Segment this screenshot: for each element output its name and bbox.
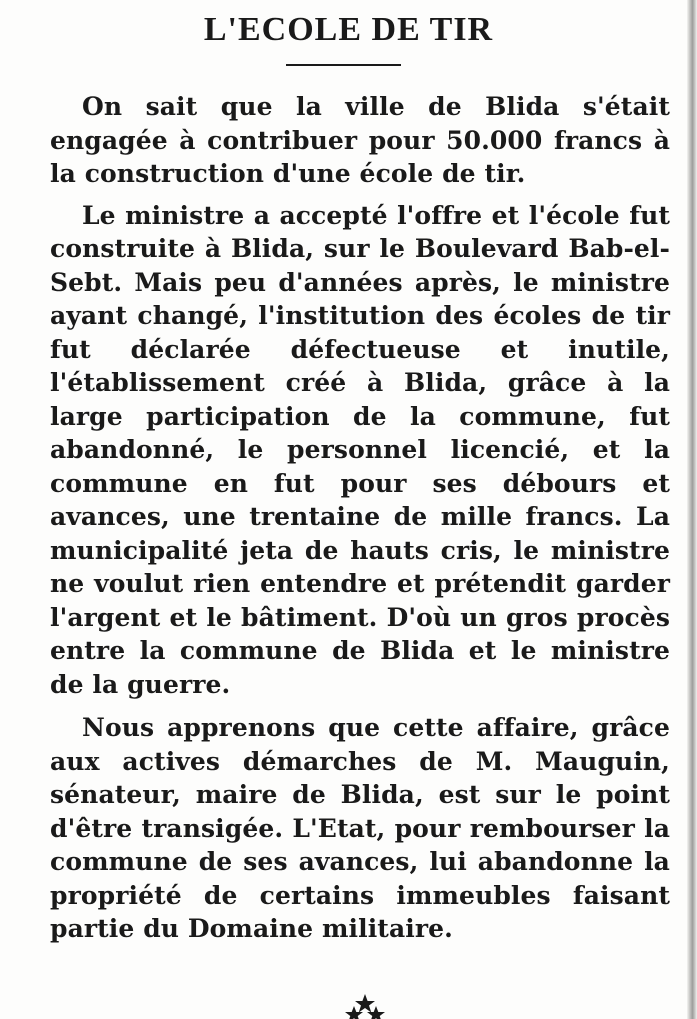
- title-underline-rule: [286, 64, 401, 66]
- article-title: L'ECOLE DE TIR: [203, 11, 494, 48]
- page-edge-shadow: [687, 0, 697, 1019]
- section-divider-stars-icon: [330, 992, 390, 1019]
- article-paragraph-3: Nous apprenons que cette affaire, grâce aux actives démarches de M. Mauguin, sénateur, maire de Blida, est sur le point d'être transigée. L'Etat, pour rembourser la commune de ses avances, lui abandonne la propriété de certains immeubles faisant partie du Domaine militaire.: [50, 713, 670, 943]
- article-paragraph-1: On sait que la ville de Blida s'était engagée à contribuer pour 50.000 francs à la construction d'une école de tir.: [50, 92, 670, 188]
- article-paragraph-2: Le ministre a accepté l'offre et l'école fut construite à Blida, sur le Boulevard Bab-el-Sebt. Mais peu d'années après, le ministre ayant changé, l'institution des écoles de tir fut déclarée défectueuse et inutile, l'établissement créé à Blida, grâce à la large participation de la commune, fut abandonné, le personnel licencié, et la commune en fut pour ses débours et avances, une trentaine de mille francs. La municipalité jeta de hauts cris, le ministre ne voulut rien entendre et prétendit garder l'argent et le bâtiment. D'où un gros procès entre la commune de Blida et le ministre de la guerre.: [50, 200, 670, 699]
- article-body: [50, 90, 670, 954]
